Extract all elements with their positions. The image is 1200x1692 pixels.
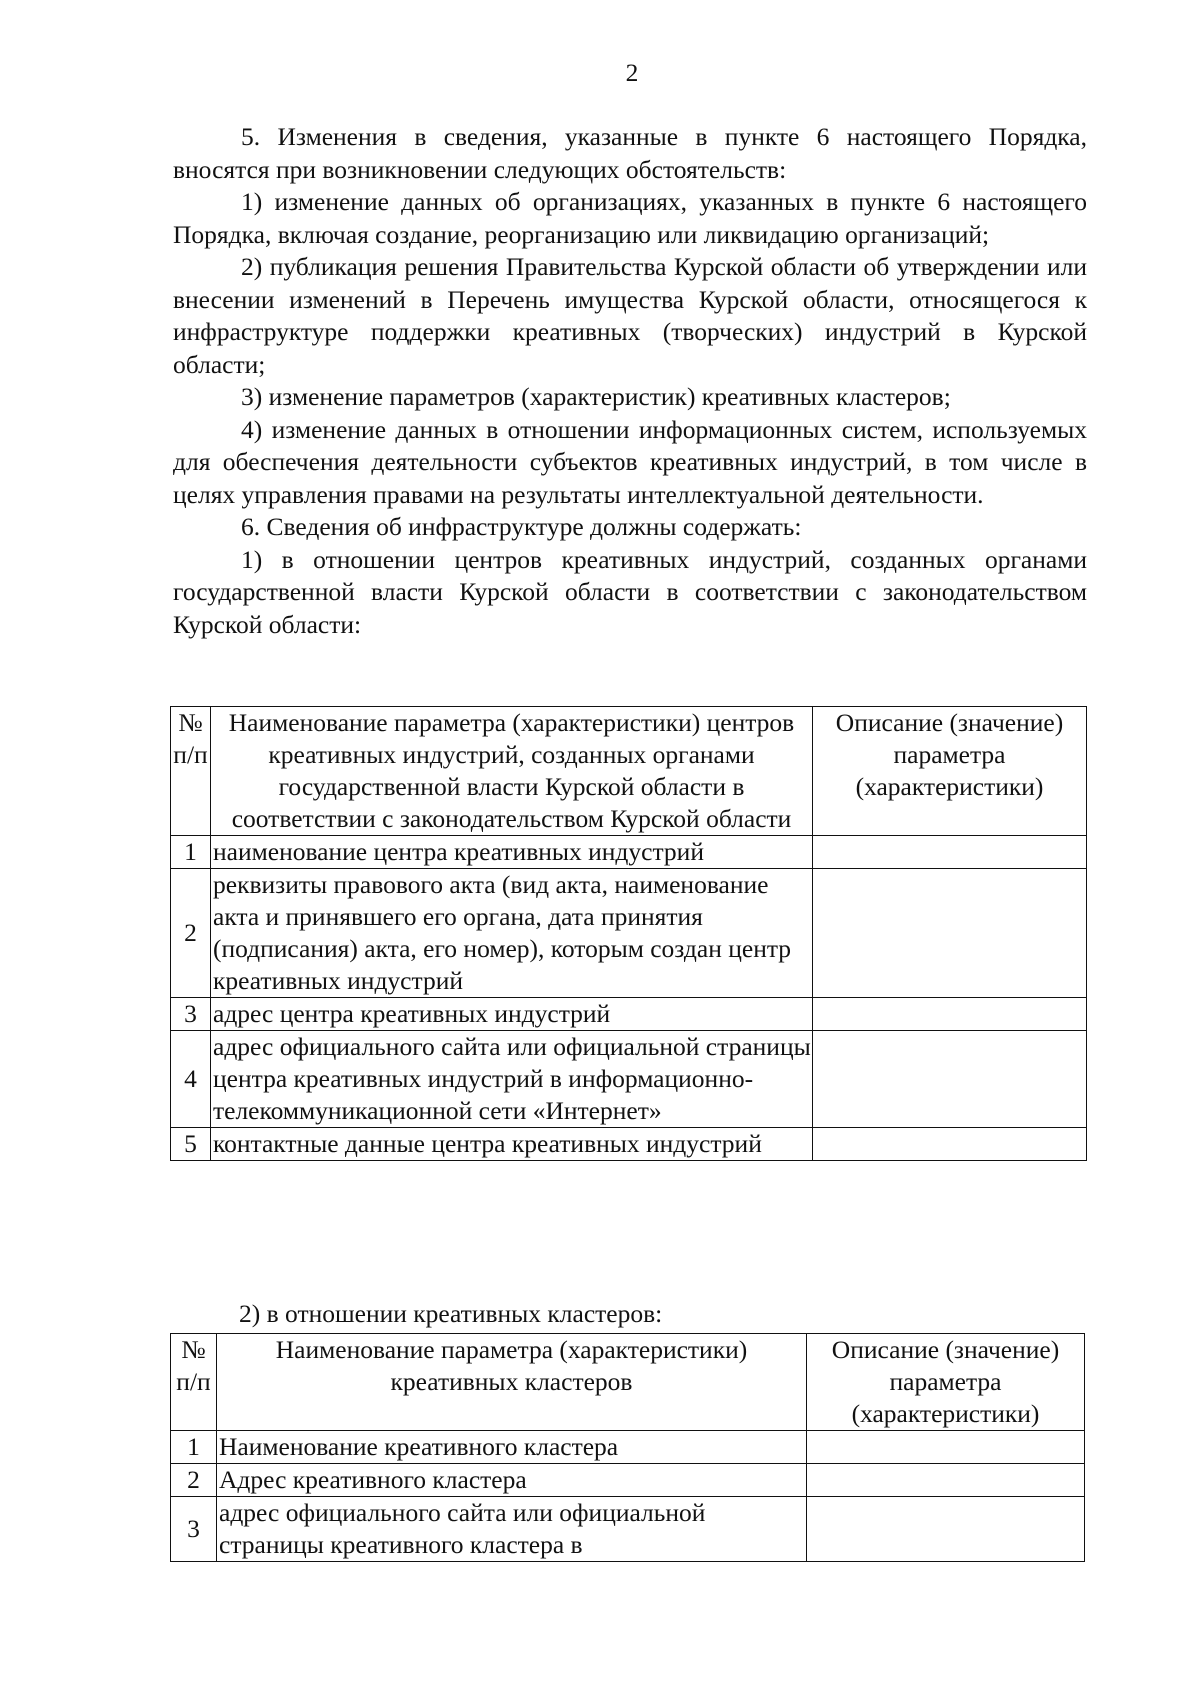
header-num: № п/п [171,707,211,836]
row-description [807,1431,1085,1464]
row-description [813,998,1087,1031]
row-parameter: Адрес креативного кластера [217,1464,807,1497]
table-row [171,1031,1087,1128]
row-parameter: адрес центра креативных индустрий [211,998,813,1031]
table-row [171,1497,1085,1562]
row-description [807,1497,1085,1562]
header-description: Описание (значение) параметра (характеристики) [807,1334,1085,1431]
row-description [813,869,1087,998]
paragraph-5-item-2: 2) публикация решения Правительства Курской области об утверждении или внесении изменений в Перечень имущества Курской области, относящегося к инфраструктуре поддержки креативных (творческих) индустрий в Курской области; [173,252,1087,379]
row-num: 1 [171,1431,217,1464]
header-parameter: Наименование параметра (характеристики) центров креативных индустрий, созданных органами государственной власти Курской области в соответствии с законодательством Курской области [211,707,813,836]
table-row [171,1464,1085,1497]
table-row [171,869,1087,998]
table2-intro: 2) в отношении креативных кластеров: [239,1299,663,1328]
row-parameter: Наименование креативного кластера [217,1431,807,1464]
table-creative-centers [170,706,1087,1161]
header-description: Описание (значение) параметра (характеристики) [813,707,1087,836]
table-creative-clusters [170,1333,1085,1562]
paragraph-5-item-3: 3) изменение параметров (характеристик) креативных кластеров; [241,382,951,411]
row-num: 3 [171,1497,217,1562]
row-num: 2 [171,1464,217,1497]
row-parameter: адрес официального сайта или официальной страницы центра креативных индустрий в информационно-телекоммуникационной сети «Интернет» [211,1031,813,1128]
header-num: № п/п [171,1334,217,1431]
table-header-row [171,1334,1085,1431]
row-description [807,1464,1085,1497]
row-num: 2 [171,869,211,998]
row-description [813,1031,1087,1128]
table-row [171,1128,1087,1161]
row-description [813,836,1087,869]
table-row [171,998,1087,1031]
table-row [171,836,1087,869]
row-parameter: адрес официального сайта или официальной страницы креативного кластера в [217,1497,807,1562]
table-header-row [171,707,1087,836]
paragraph-5-item-1: 1) изменение данных об организациях, указанных в пункте 6 настоящего Порядка, включая создание, реорганизацию или ликвидацию организаций; [173,187,1087,249]
paragraph-6: 6. Сведения об инфраструктуре должны содержать: [241,512,802,541]
paragraph-5: 5. Изменения в сведения, указанные в пункте 6 настоящего Порядка, вносятся при возникновении следующих обстоятельств: [173,122,1087,184]
document-body [173,121,1087,641]
row-num: 4 [171,1031,211,1128]
paragraph-5-item-4: 4) изменение данных в отношении информационных систем, используемых для обеспечения деятельности субъектов креативных индустрий, в том числе в целях управления правами на результаты интеллектуальной деятельности. [173,414,1087,509]
row-parameter: контактные данные центра креативных индустрий [211,1128,813,1161]
row-parameter: наименование центра креативных индустрий [211,836,813,869]
row-num: 5 [171,1128,211,1161]
paragraph-6-item-1: 1) в отношении центров креативных индустрий, созданных органами государственной власти Курской области в соответствии с законодательством Курской области: [173,544,1087,639]
row-num: 1 [171,836,211,869]
page-number: 2 [625,58,639,87]
row-num: 3 [171,998,211,1031]
row-description [813,1128,1087,1161]
table-row [171,1431,1085,1464]
row-parameter: реквизиты правового акта (вид акта, наименование акта и принявшего его органа, дата принятия (подписания) акта, его номер), которым создан центр креативных индустрий [211,869,813,998]
header-parameter: Наименование параметра (характеристики) креативных кластеров [217,1334,807,1431]
